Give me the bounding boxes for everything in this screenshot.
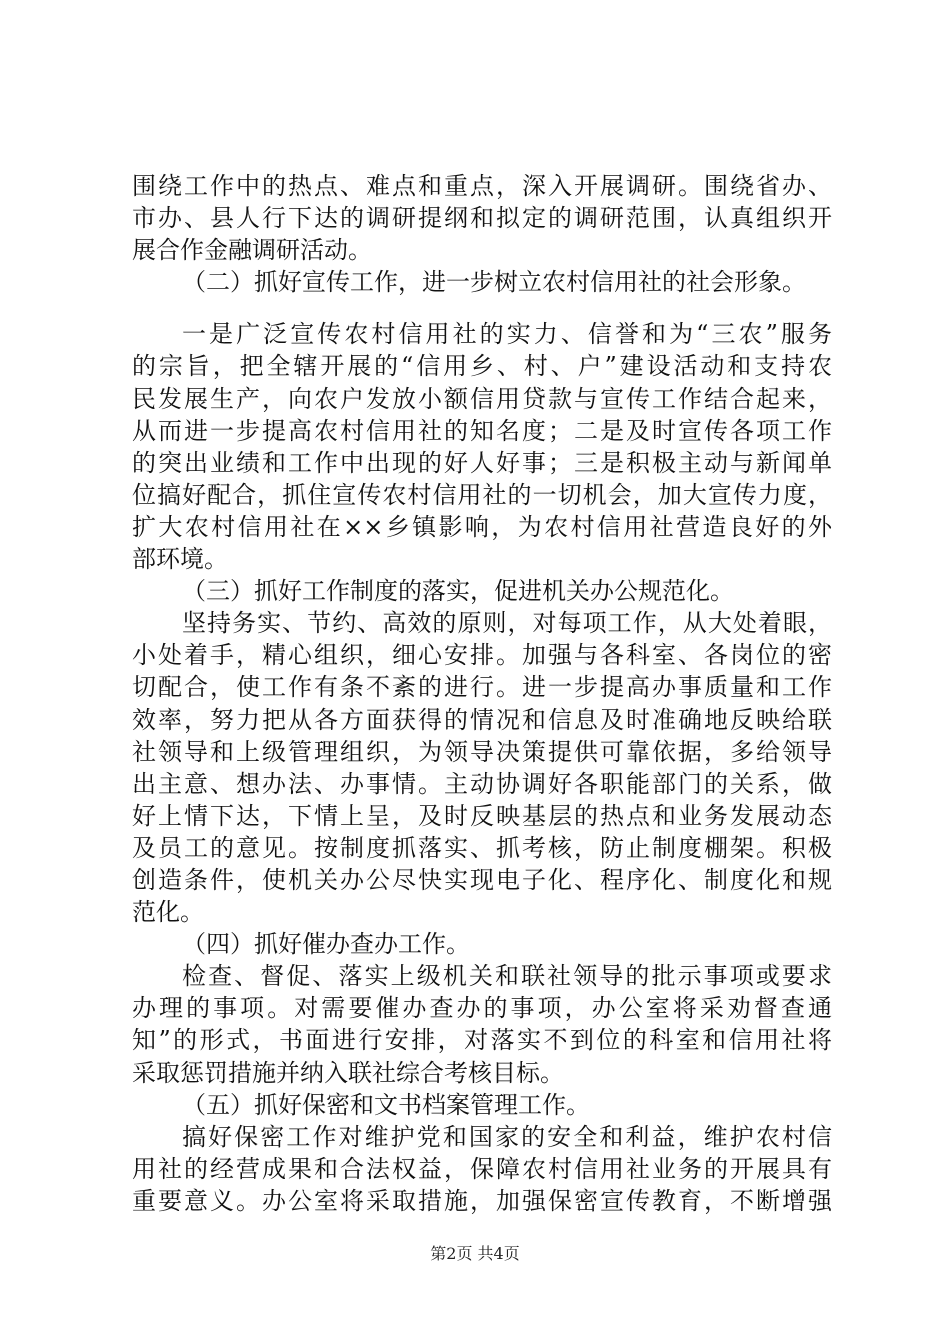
paragraph-gap [132,298,832,318]
text-line: 好上情下达，下情上呈，及时反映基层的热点和业务发展动态 [132,801,832,830]
section-heading-5: （五）抓好保密和文书档案管理工作。 [182,1090,590,1119]
text-line: 范化。 [132,898,204,927]
text-line: 扩大农村信用社在××乡镇影响，为农村信用社营造良好的外 [132,512,832,541]
document-body [132,170,832,1217]
page-number: 第2页 共4页 [430,1244,520,1263]
text-line: 效率，努力把从各方面获得的情况和信息及时准确地反映给联 [132,705,832,734]
text-line: 小处着手，精心组织，细心安排。加强与各科室、各岗位的密 [132,641,832,670]
text-line: 检查、督促、落实上级机关和联社领导的批示事项或要求 [182,962,832,991]
section-heading-3: （三）抓好工作制度的落实，促进机关办公规范化。 [182,577,734,606]
text-line: 坚持务实、节约、高效的原则，对每项工作，从大处着眼， [182,609,832,638]
text-line: 出主意、想办法、办事情。主动协调好各职能部门的关系，做 [132,769,832,798]
text-line: 搞好保密工作对维护党和国家的安全和利益，维护农村信 [182,1122,832,1151]
text-line: 位搞好配合，抓住宣传农村信用社的一切机会，加大宣传力度， [132,480,832,509]
text-line: 从而进一步提高农村信用社的知名度；二是及时宣传各项工作 [132,416,832,445]
text-line: 展合作金融调研活动。 [132,236,372,265]
text-line: 重要意义。办公室将采取措施，加强保密宣传教育，不断增强 [132,1186,832,1215]
text-line: 市办、县人行下达的调研提纲和拟定的调研范围，认真组织开 [132,204,832,233]
text-line: 办理的事项。对需要催办查办的事项，办公室将采劝督查通 [132,994,832,1023]
text-line: 的宗旨，把全辖开展的“信用乡、村、户”建设活动和支持农 [132,352,832,381]
text-line: 一是广泛宣传农村信用社的实力、信誉和为“三农”服务 [182,320,832,349]
text-line: 社领导和上级管理组织，为领导决策提供可靠依据，多给领导 [132,737,832,766]
text-line: 采取惩罚措施并纳入联社综合考核目标。 [132,1058,564,1087]
text-line: 的突出业绩和工作中出现的好人好事；三是积极主动与新闻单 [132,448,832,477]
text-line: 知”的形式，书面进行安排，对落实不到位的科室和信用社将 [132,1026,832,1055]
text-line: 及员工的意见。按制度抓落实、抓考核，防止制度棚架。积极 [132,833,832,862]
text-line: 民发展生产，向农户发放小额信用贷款与宣传工作结合起来， [132,384,832,413]
text-line: 切配合，使工作有条不紊的进行。进一步提高办事质量和工作 [132,673,832,702]
section-heading-4: （四）抓好催办查办工作。 [182,930,470,959]
text-line: 创造条件，使机关办公尽快实现电子化、程序化、制度化和规 [132,865,832,894]
page-footer [0,1244,950,1264]
text-line: 用社的经营成果和合法权益，保障农村信用社业务的开展具有 [132,1154,832,1183]
section-heading-2: （二）抓好宣传工作，进一步树立农村信用社的社会形象。 [182,268,806,297]
text-line: 围绕工作中的热点、难点和重点，深入开展调研。围绕省办、 [132,172,832,200]
text-line: 部环境。 [132,545,228,574]
